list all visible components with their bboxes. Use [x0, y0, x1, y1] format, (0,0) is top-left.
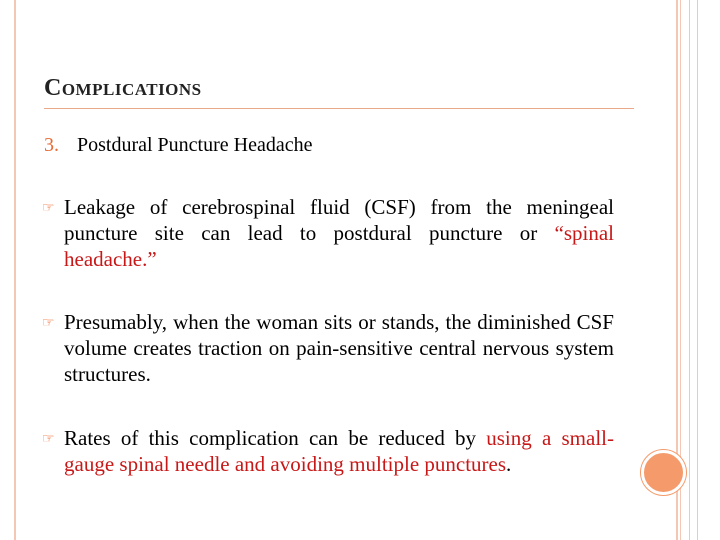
bullet-item: [42, 194, 614, 272]
bullet-text-suffix: .: [506, 452, 512, 476]
slide-title: Complications: [44, 75, 202, 101]
bullet-text: [64, 425, 614, 477]
subheading-number: 3.: [44, 134, 59, 156]
bullet-text: [64, 309, 614, 387]
title-underline: [44, 108, 634, 109]
pointing-hand-icon: ☞: [42, 316, 55, 331]
pointing-hand-icon: ☞: [42, 201, 55, 216]
bullet-item: [42, 425, 614, 477]
slide-title-block: [44, 76, 644, 109]
pointing-hand-icon: ☞: [42, 432, 55, 447]
subheading: [44, 133, 312, 157]
subheading-text: Postdural Puncture Headache: [77, 134, 313, 156]
decorative-circle: [641, 450, 686, 495]
decorative-rule-lines: [680, 0, 698, 540]
bullet-text-normal: Rates of this complication can be reduced by: [64, 426, 487, 450]
bullet-text-accent: “spinal headache.”: [64, 221, 614, 271]
bullet-item: [42, 309, 614, 387]
bullet-text-normal: Presumably, when the woman sits or stands, the diminished CSF volume creates traction on pain-sensitive central nervous system structures.: [64, 310, 614, 386]
bullet-text-normal: Leakage of cerebrospinal fluid (CSF) from the meningeal puncture site can lead to postdural puncture or: [64, 195, 614, 245]
bullet-text-accent: using a small-gauge spinal needle and avoiding multiple punctures: [64, 426, 614, 476]
bullet-text: [64, 194, 614, 272]
